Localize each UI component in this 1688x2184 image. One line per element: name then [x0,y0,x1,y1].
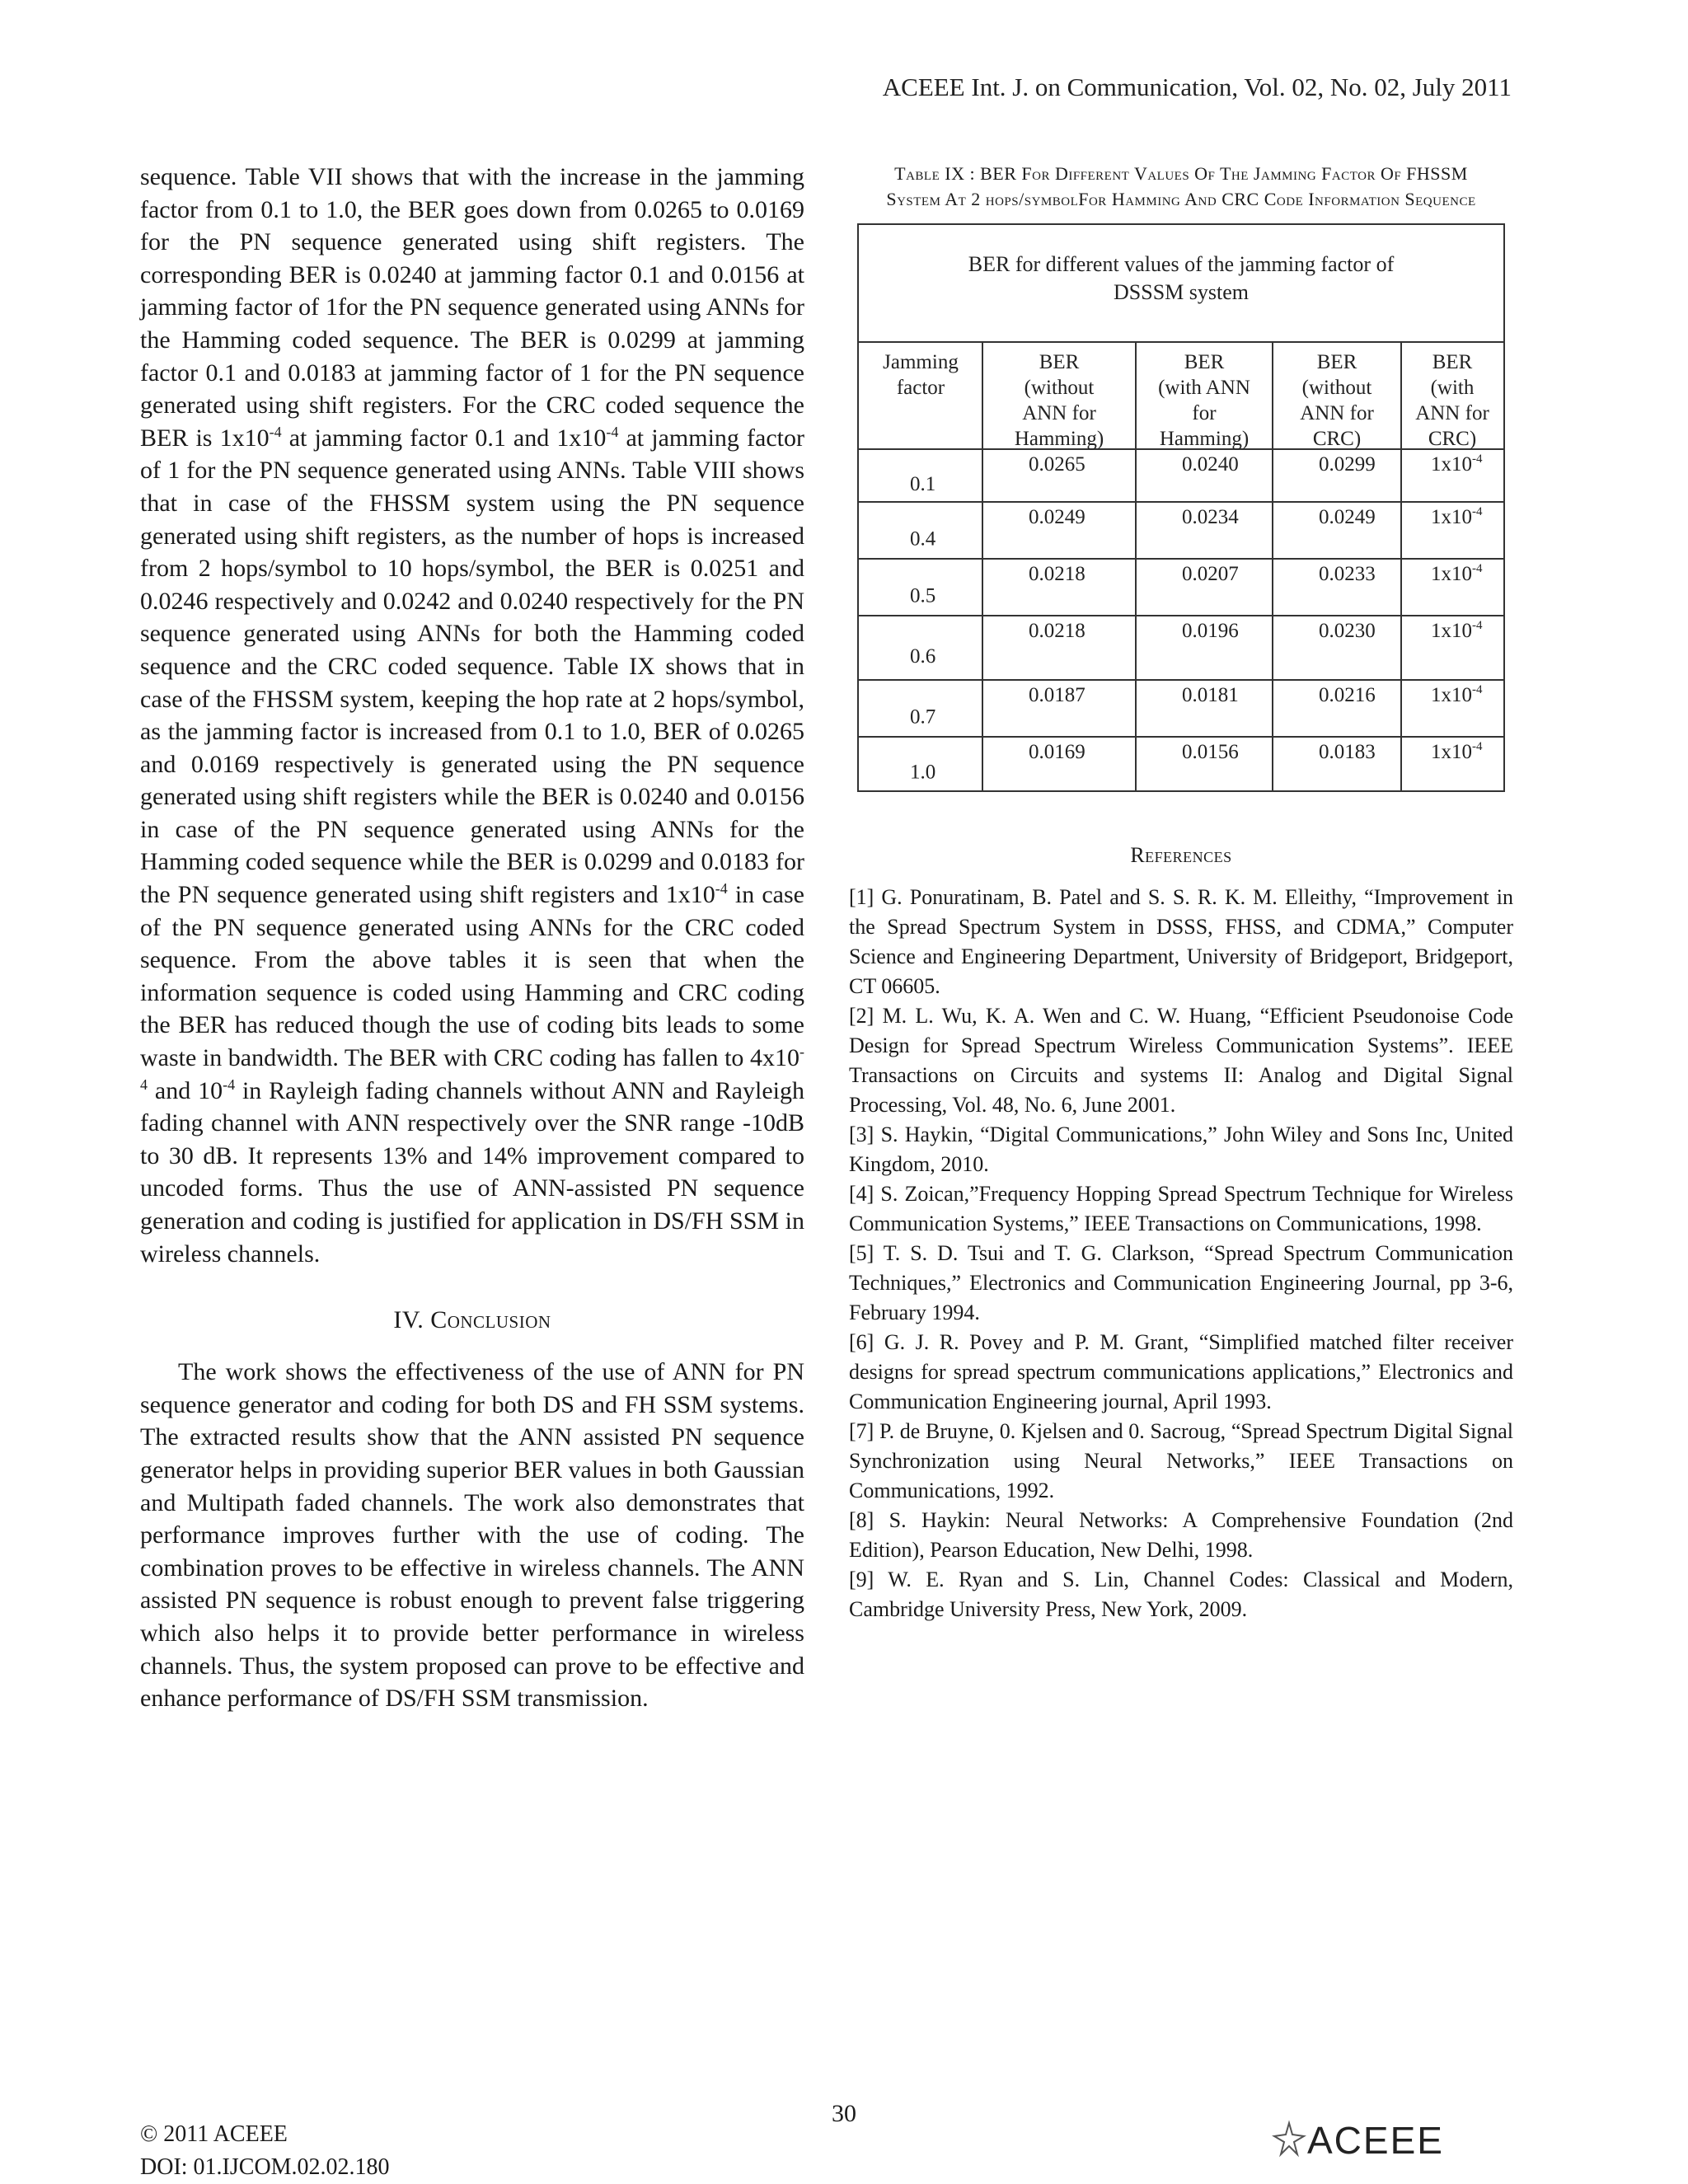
table-header-cell: (with ANN [1158,377,1250,399]
table-header-cell: factor [896,377,945,399]
table-header-cell: Hamming) [1014,428,1104,450]
table-cell-jamming: 0.4 [910,527,936,551]
table-cell-jamming: 0.1 [910,473,936,495]
table-header-cell: for [1192,402,1217,424]
table-cell-value: 0.0265 [1029,453,1085,476]
table-cell-value: 0.0181 [1182,684,1239,706]
table-cell-value: 0.0196 [1182,620,1239,642]
table-header-cell: Jamming [883,351,959,373]
table-cell-value: 0.0234 [1182,506,1239,528]
table-cell-value: 0.0249 [1319,506,1376,528]
reference-item: [3] S. Haykin, “Digital Communications,” John Wiley and Sons Inc, United Kingdom, 2010. [849,1122,1513,1176]
table-header-cell: BER [1316,351,1357,373]
table-header-cell: ANN for [1300,402,1374,424]
journal-header: ACEEE Int. J. on Communication, Vol. 02, No. 02, July 2011 [882,73,1512,101]
table-cell-value: 0.0183 [1319,741,1376,763]
table-cell-jamming: 1.0 [910,761,936,784]
table-cell-value: 0.0299 [1319,453,1376,476]
aceee-logo [1264,2115,1512,2164]
table-header-cell: ANN for [1415,402,1489,424]
table-header-cell: CRC) [1312,428,1362,450]
left-column [140,161,804,1715]
table-cell-value: $1x10^{-4}$ [1431,505,1483,528]
reference-item: [9] W. E. Ryan and S. Lin, Channel Codes: Classical and Modern, Cambridge University Press, New York, 2009. [849,1568,1513,1621]
table-cell-value: 0.0169 [1029,741,1085,763]
references-heading: References [1130,843,1232,867]
table-inner-title: BER for different values of the jamming factor of [968,252,1395,276]
reference-item: [6] G. J. R. Povey and P. M. Grant, “Simplified matched filter receiver designs for spread spectrum communications applications,” Electronics and Communication Engineering journal, April 1993. [849,1330,1513,1413]
footer-copyright [140,2118,390,2184]
table-cell-value: 0.0218 [1029,563,1085,585]
svg-text:ACEEE: ACEEE [1307,2119,1444,2162]
table-header-cell: CRC) [1428,428,1477,450]
table-cell-value: $1x10^{-4}$ [1431,740,1483,763]
table-cell-value: 0.0218 [1029,620,1085,642]
logo-star-icon [1274,2123,1304,2154]
table-cell-value: 0.0230 [1319,620,1376,642]
copyright-text: © 2011 ACEEE [140,2121,288,2147]
table-cell-jamming: 0.5 [910,584,936,607]
ber-table-graphic [859,225,1503,790]
table-cell-value: $1x10^{-4}$ [1431,562,1483,585]
doi-text: DOI: 01.IJCOM.02.02.180 [140,2154,390,2180]
table-caption: Table IX : BER For Different Values Of The Jamming Factor Of FHSSM System At 2 hops/symbolFor Hamming And CRC Code Information Sequence [886,163,1476,209]
table-header-cell: BER [1184,351,1225,373]
table-header-cell: BER [1432,351,1473,373]
table-cell-value: 0.0207 [1182,563,1239,585]
table-inner-title: DSSSM system [1114,280,1249,304]
page-number: 30 [832,2100,856,2127]
reference-item: [5] T. S. D. Tsui and T. G. Clarkson, “Spread Spectrum Communication Techniques,” Electronics and Communication Engineering Journal, pp 3-6, February 1994. [849,1241,1513,1324]
conclusion-paragraph: The work shows the effectiveness of the use of ANN for PN sequence generator and coding for both DS and FH SSM systems. The extracted results show that the ANN assisted PN sequence generator helps in providing superior BER values in both Gaussian and Multipath faded channels. The work also demonstrates that performance improves further with the use of coding. The combination proves to be effective in wireless channels. The ANN assisted PN sequence is robust enough to prevent false triggering which also helps it to provide better performance in wireless channels. Thus, the system proposed can prove to be effective and enhance performance of DS/FH SSM transmission. [140,1358,804,1713]
table-cell-value: 0.0233 [1319,563,1376,585]
table-header-cell: (with [1430,377,1475,399]
reference-list [849,883,1513,1624]
table-cell-value: 0.0187 [1029,684,1085,706]
reference-item: [8] S. Haykin: Neural Networks: A Comprehensive Foundation (2nd Edition), Pearson Education, New Delhi, 1998. [849,1508,1513,1562]
body-paragraph: sequence. Table VII shows that with the increase in the jamming factor from 0.1 to 1.0, the BER goes down from 0.0265 to 0.0169 for the PN sequence generated using shift registers. The corresponding BER is 0.0240 at jamming factor 0.1 and 0.0156 at jamming factor of 1for the PN sequence generated using ANNs for the Hamming coded sequence. The BER is 0.0299 at jamming factor 0.1 and 0.0183 at jamming factor of 1 for the PN sequence generated using shift registers. For the CRC coded sequence the BER is $1x10^{-4}$ at jamming factor 0.1 and $1x10^{-4}$ at jamming factor of 1 for the PN sequence generated using ANNs. Table VIII shows that in case of the FHSSM system using the PN sequence generated using shift registers, as the number of hops is increased from 2 hops/symbol to 10 hops/symbol, the BER is 0.0251 and 0.0246 respectively and 0.0242 and 0.0240 respectively for the PN sequence generated using ANNs for both the Hamming coded sequence and the CRC coded sequence. Table IX shows that in case of the FHSSM system, keeping the hop rate at 2 hops/symbol, as the jamming factor is increased from 0.1 to 1.0, BER of 0.0265 and 0.0169 respectively is generated using the PN sequence generated using shift registers while the BER is 0.0240 and 0.0156 in case of the PN sequence generated using ANNs for the Hamming coded sequence while the BER is 0.0299 and 0.0183 for the PN sequence generated using shift registers and $1x10^{-4}$ in case of the PN sequence generated using ANNs for the CRC coded sequence. From the above tables it is seen that when the information sequence is coded using Hamming and CRC coding the BER has reduced though the use of coding bits leads to some waste in bandwidth. The BER with CRC coding has fallen to $4x10^{-4}$ and $10^{-4}$ in Rayleigh fading channels without ANN and Rayleigh fading channel with ANN respectively over the SNR range -10dB to 30 dB. It represents 13% and 14% improvement compared to uncoded forms. Thus the use of ANN-assisted PN sequence generation and coding is justified for application in DS/FH SSM in wireless channels. [140,163,804,1268]
table-cell-value: $1x10^{-4}$ [1431,452,1483,476]
table-cell-value: 0.0240 [1182,453,1239,476]
table-cell-value: 0.0156 [1182,741,1239,763]
table-cell-jamming: 0.6 [910,645,936,668]
table-cell-jamming: 0.7 [910,705,936,729]
table-header-cell: (without [1301,377,1372,399]
right-column [849,161,1513,1624]
conclusion-heading: IV. Conclusion [393,1306,551,1334]
table-header-cell: ANN for [1022,402,1096,424]
reference-item: [2] M. L. Wu, K. A. Wen and C. W. Huang, “Efficient Pseudonoise Code Design for Spread Spectrum Wireless Communication Systems”. IEEE Transactions on Circuits and systems II: Analog and Digital Signal Processing, Vol. 48, No. 6, June 2001. [849,1004,1513,1117]
reference-item: [4] S. Zoican,”Frequency Hopping Spread Spectrum Technique for Wireless Communication Systems,” IEEE Transactions on Communications, 1998. [849,1182,1513,1235]
table-header-cell: (without [1024,377,1095,399]
reference-item: [7] P. de Bruyne, 0. Kjelsen and 0. Sacroug, “Spread Spectrum Digital Signal Synchronization using Neural Networks,” IEEE Transactions on Communications, 1992. [849,1419,1513,1502]
table-cell-value: 0.0216 [1319,684,1376,706]
table-cell-value: 0.0249 [1029,506,1085,528]
ber-table [857,223,1505,792]
table-cell-value: $1x10^{-4}$ [1431,619,1483,642]
table-cell-value: $1x10^{-4}$ [1431,683,1483,706]
reference-item: [1] G. Ponuratinam, B. Patel and S. S. R. K. M. Elleithy, “Improvement in the Spread Spectrum System in DSSS, FHSS, and CDMA,” Computer Science and Engineering Department, University of Bridgeport, Bridgeport, CT 06605. [849,885,1513,998]
table-header-cell: Hamming) [1159,428,1250,450]
table-header-cell: BER [1039,351,1080,373]
